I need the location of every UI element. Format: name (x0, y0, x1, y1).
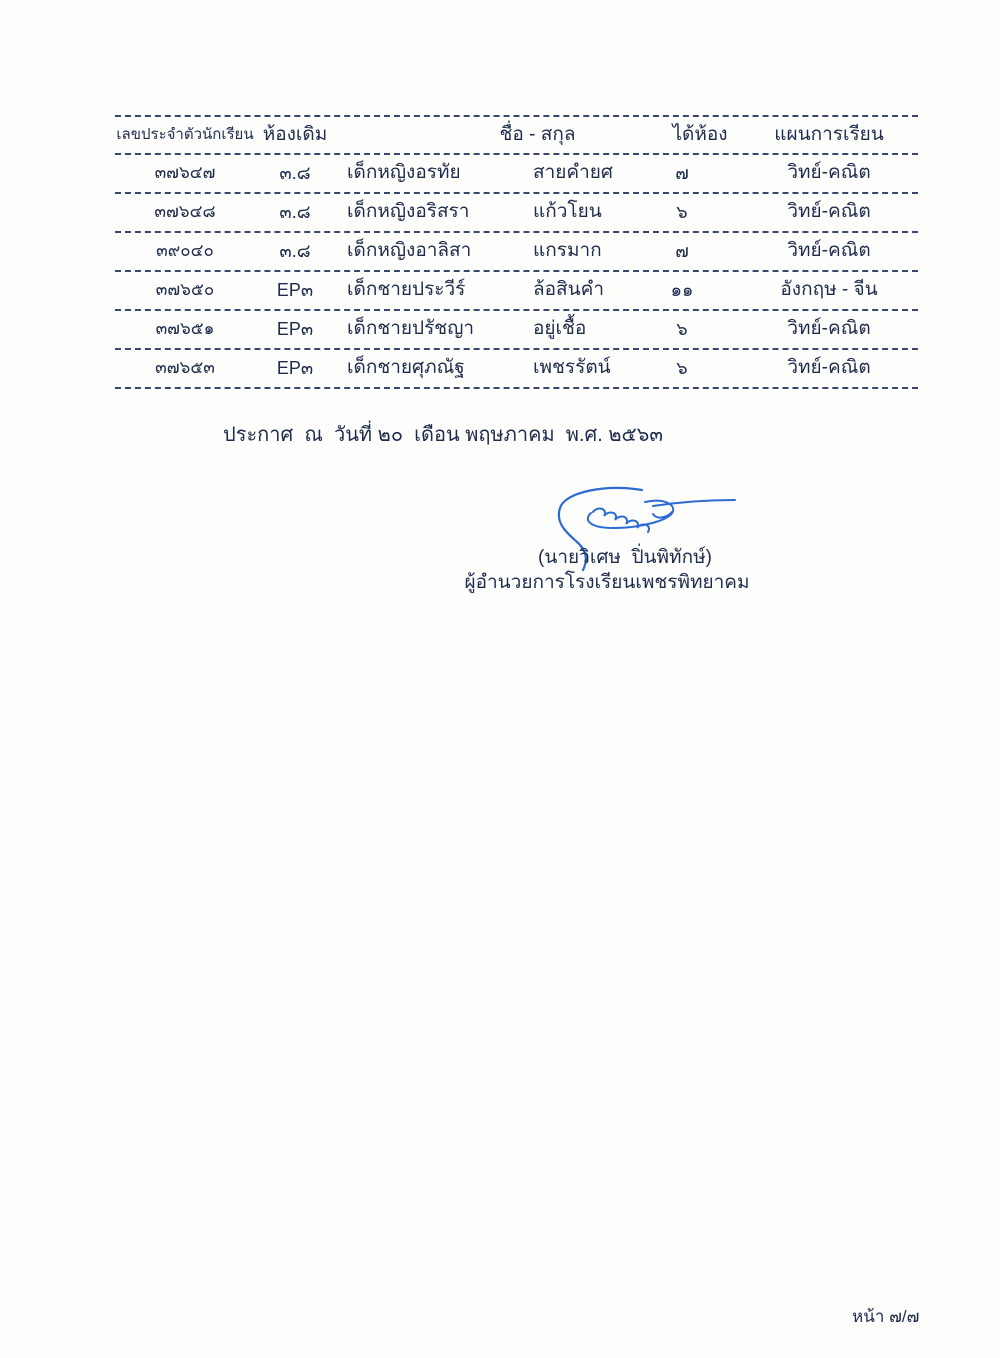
cell-program: อังกฤษ - จีน (780, 279, 878, 301)
cell-last-name: เพชรรัตน์ (533, 357, 611, 379)
cell-first-name: เด็กชายประวีร์ (347, 279, 466, 301)
cell-program: วิทย์-คณิต (787, 201, 871, 223)
cell-old-room: ๓.๘ (279, 240, 311, 261)
cell-old-room: EP๓ (276, 318, 314, 339)
header-old-room: ห้องเดิม (262, 123, 328, 145)
cell-student-id: ๓๗๖๕๓ (155, 358, 215, 378)
signer-title: ผู้อำนวยการโรงเรียนเพชรพิทยาคม (464, 572, 750, 593)
cell-last-name: อยู่เชื้อ (533, 318, 587, 340)
table-header-row (115, 117, 918, 155)
signer-name: (นายวิเศษ ปิ่นพิทักษ์) (538, 547, 712, 568)
cell-assigned-room: ๖ (676, 357, 688, 378)
table-row (115, 272, 918, 311)
cell-assigned-room: ๖ (676, 201, 688, 222)
cell-student-id: ๓๗๖๕๐ (155, 280, 215, 300)
header-program: แผนการเรียน (774, 123, 884, 145)
student-assignment-table (115, 115, 918, 389)
page-number: หน้า ๗/๗ (852, 1307, 920, 1326)
table-row (115, 350, 918, 389)
cell-last-name: สายคำยศ (533, 162, 613, 184)
cell-first-name: เด็กหญิงอาลิสา (347, 240, 472, 262)
cell-assigned-room: ๗ (675, 240, 689, 261)
cell-old-room: ๓.๘ (279, 162, 311, 183)
cell-last-name: ล้อสินคำ (533, 279, 605, 301)
cell-student-id: ๓๙๐๔๐ (156, 241, 214, 261)
announcement-date-line: ประกาศ ณ วันที่ ๒๐ เดือน พฤษภาคม พ.ศ. ๒๕๖๓ (223, 424, 664, 446)
header-student-id: เลขประจำตัวนักเรียน (116, 125, 254, 143)
cell-first-name: เด็กหญิงอรทัย (347, 162, 461, 184)
cell-assigned-room: ๗ (675, 162, 689, 183)
table-row (115, 233, 918, 272)
table-row (115, 194, 918, 233)
cell-student-id: ๓๗๖๔๗ (154, 163, 216, 183)
cell-assigned-room: ๖ (676, 318, 688, 339)
cell-first-name: เด็กหญิงอริสรา (347, 201, 470, 223)
cell-student-id: ๓๗๖๕๑ (155, 319, 215, 339)
header-name: ชื่อ - สกุล (499, 123, 576, 145)
table-body (115, 155, 918, 389)
cell-first-name: เด็กชายปรัชญา (347, 318, 475, 340)
cell-last-name: แกรมาก (533, 240, 602, 262)
cell-program: วิทย์-คณิต (787, 240, 871, 262)
cell-old-room: EP๓ (276, 357, 314, 378)
cell-last-name: แก้วโยน (533, 201, 602, 223)
cell-program: วิทย์-คณิต (787, 318, 871, 340)
cell-assigned-room: ๑๑ (670, 279, 694, 300)
table-row (115, 311, 918, 350)
cell-first-name: เด็กชายศุภณัฐ (347, 357, 465, 379)
table-row (115, 155, 918, 194)
cell-student-id: ๓๗๖๔๘ (154, 202, 216, 222)
cell-old-room: ๓.๘ (279, 201, 311, 222)
header-assigned-room: ได้ห้อง (672, 123, 728, 145)
cell-program: วิทย์-คณิต (787, 357, 871, 379)
cell-program: วิทย์-คณิต (787, 162, 871, 184)
cell-old-room: EP๓ (276, 279, 314, 300)
